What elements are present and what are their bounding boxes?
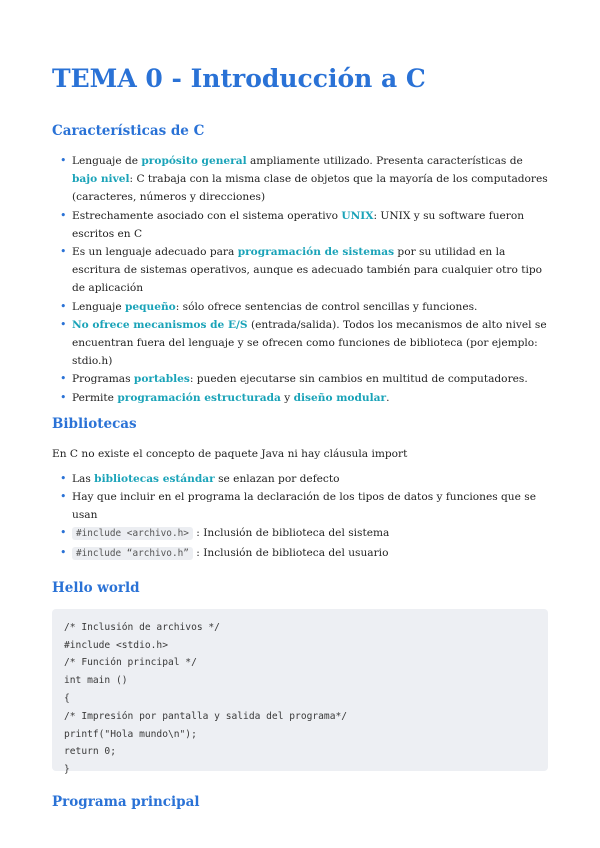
- section-heading-bibliotecas: Bibliotecas: [52, 415, 137, 432]
- list-item: • #include “archivo.h” : Inclusión de biblioteca del usuario: [72, 544, 548, 563]
- page-title: TEMA 0 - Introducción a C: [52, 64, 426, 93]
- highlight: pequeño: [124, 300, 176, 313]
- caracteristicas-list: [52, 152, 548, 407]
- highlight: No ofrece mecanismos de E/S: [72, 318, 248, 331]
- list-item: • Estrechamente asociado con el sistema operativo UNIX: UNIX y su software fueron escritos en C: [72, 207, 548, 243]
- highlight: propósito general: [141, 155, 247, 167]
- list-item: • Programas portables: pueden ejecutarse sin cambios en multitud de computadores.: [72, 370, 548, 388]
- list-item: • Permite programación estructurada y diseño modular.: [72, 389, 548, 407]
- section-heading-programa-principal: Programa principal: [52, 793, 200, 810]
- section-heading-caracteristicas: Características de C: [52, 123, 205, 139]
- list-item: • Lenguaje pequeño: sólo ofrece sentencias de control sencillas y funciones.: [72, 298, 548, 316]
- highlight: portables: [133, 373, 190, 386]
- highlight: programación estructurada: [117, 391, 281, 404]
- bibliotecas-list: [52, 470, 548, 563]
- code-block: [52, 609, 548, 776]
- code-line: #include <stdio.h>: [64, 639, 168, 651]
- highlight: bajo nivel: [72, 173, 130, 186]
- code-line: /* Impresión por pantalla y salida del programa*/: [64, 710, 348, 722]
- code-line: return 0;: [64, 746, 116, 758]
- list-item: • #include <archivo.h> : Inclusión de biblioteca del sistema: [72, 524, 548, 543]
- bibliotecas-intro: En C no existe el concepto de paquete Java ni hay cláusula import: [52, 447, 408, 460]
- list-item: • No ofrece mecanismos de E/S (entrada/salida). Todos los mecanismos de alto nivel se encuentran fuera del lenguaje y se ofrecen como funciones de biblioteca (por ejemplo: stdio.h): [72, 316, 548, 371]
- code-line: {: [64, 693, 70, 705]
- section-heading-hello-world: Hello world: [52, 579, 140, 596]
- inline-code: #include “archivo.h”: [72, 547, 193, 560]
- code-line: printf("Hola mundo\n");: [64, 728, 197, 740]
- code-line: }: [64, 764, 70, 776]
- list-item: • Hay que incluir en el programa la declaración de los tipos de datos y funciones que se usan: [72, 488, 548, 524]
- code-line: /* Función principal */: [64, 657, 197, 669]
- highlight: UNIX: [341, 209, 374, 222]
- list-item: • Lenguaje de propósito general ampliamente utilizado. Presenta características de bajo nivel: C trabaja con la misma clase de objetos que la mayoría de los computadores (caracteres, números y direcciones): [72, 152, 548, 207]
- highlight: bibliotecas estándar: [94, 472, 215, 485]
- inline-code: #include <archivo.h>: [72, 527, 193, 540]
- code-line: /* Inclusión de archivos */: [64, 621, 220, 633]
- code-line: int main (): [64, 675, 128, 687]
- list-item: • Las bibliotecas estándar se enlazan por defecto: [72, 470, 548, 488]
- highlight: programación de sistemas: [237, 246, 395, 259]
- highlight: diseño modular: [293, 391, 387, 404]
- list-item: • Es un lenguaje adecuado para programación de sistemas por su utilidad en la escritura de sistemas operativos, aunque es adecuado también para cualquier otro tipo de aplicación: [72, 243, 548, 298]
